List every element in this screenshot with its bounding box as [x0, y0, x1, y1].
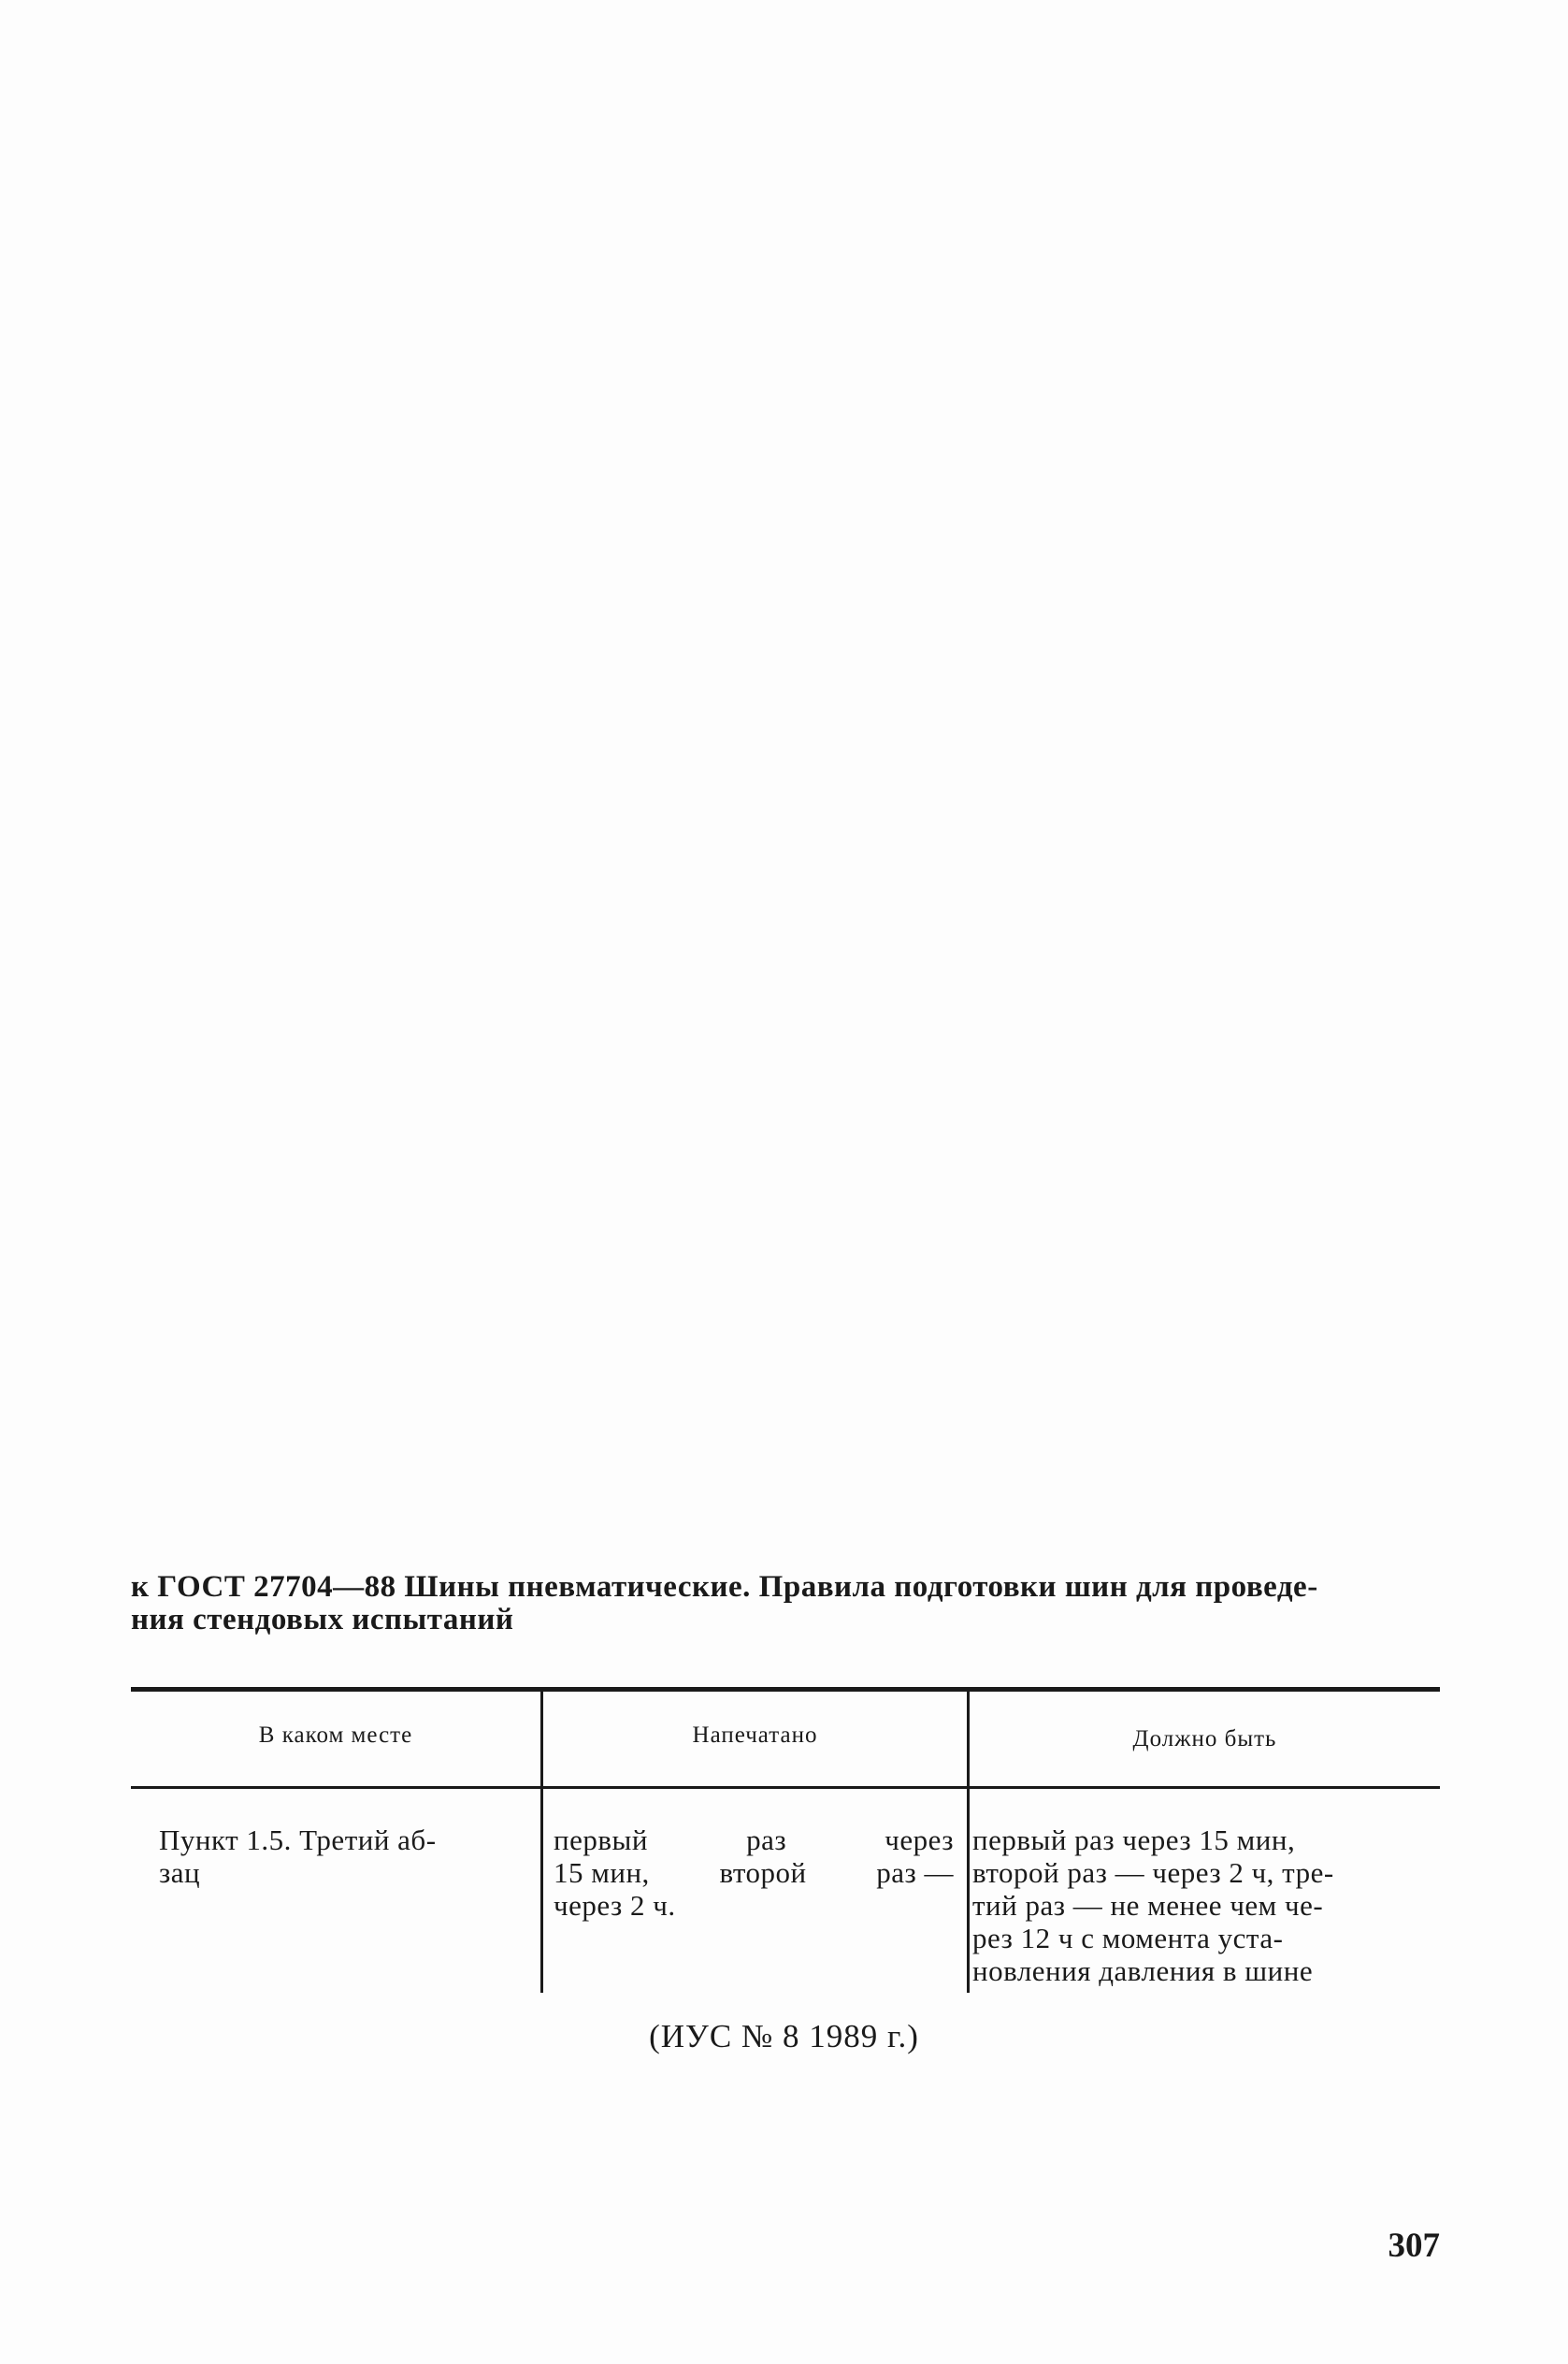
cell-word: 15 мин, [554, 1856, 650, 1889]
table-cell-location [159, 1823, 533, 1889]
cell-word: через [885, 1823, 954, 1856]
table-cell-should-be [972, 1823, 1436, 1987]
table-header-should-be: Должно быть [1132, 1726, 1277, 1751]
cell-line: первый раз через 15 мин, [972, 1823, 1296, 1856]
cell-word: второй [719, 1856, 807, 1889]
cell-line: зац [159, 1856, 201, 1889]
cell-word: раз — [876, 1856, 954, 1889]
cell-line: новления давления в шине [972, 1954, 1314, 1987]
cell-word: первый [554, 1823, 648, 1856]
table-header-printed: Напечатано [692, 1723, 818, 1748]
cell-line [554, 1856, 954, 1889]
cell-line [554, 1823, 954, 1856]
cell-word: раз [746, 1823, 787, 1856]
cell-line: тий раз — не менее чем че- [972, 1889, 1324, 1922]
source-reference: (ИУС № 8 1989 г.) [649, 2018, 919, 2054]
cell-line: рез 12 ч с момента уста- [972, 1922, 1284, 1954]
heading-line: к ГОСТ 27704—88 Шины пневматические. Правила подготовки шин для проведе- [131, 1570, 1318, 1604]
page-number: 307 [1388, 2227, 1440, 2265]
table-header-location: В каком месте [258, 1723, 413, 1748]
cell-line: Пункт 1.5. Третий аб- [159, 1823, 437, 1856]
table-header-rule [131, 1786, 1440, 1789]
cell-line: второй раз — через 2 ч, тре- [972, 1856, 1334, 1889]
table-top-rule [131, 1687, 1440, 1692]
cell-line: через 2 ч. [554, 1889, 676, 1922]
heading-line: ния стендовых испытаний [131, 1603, 514, 1636]
table-cell-printed [554, 1823, 954, 1922]
amendment-heading [131, 1571, 1440, 1636]
